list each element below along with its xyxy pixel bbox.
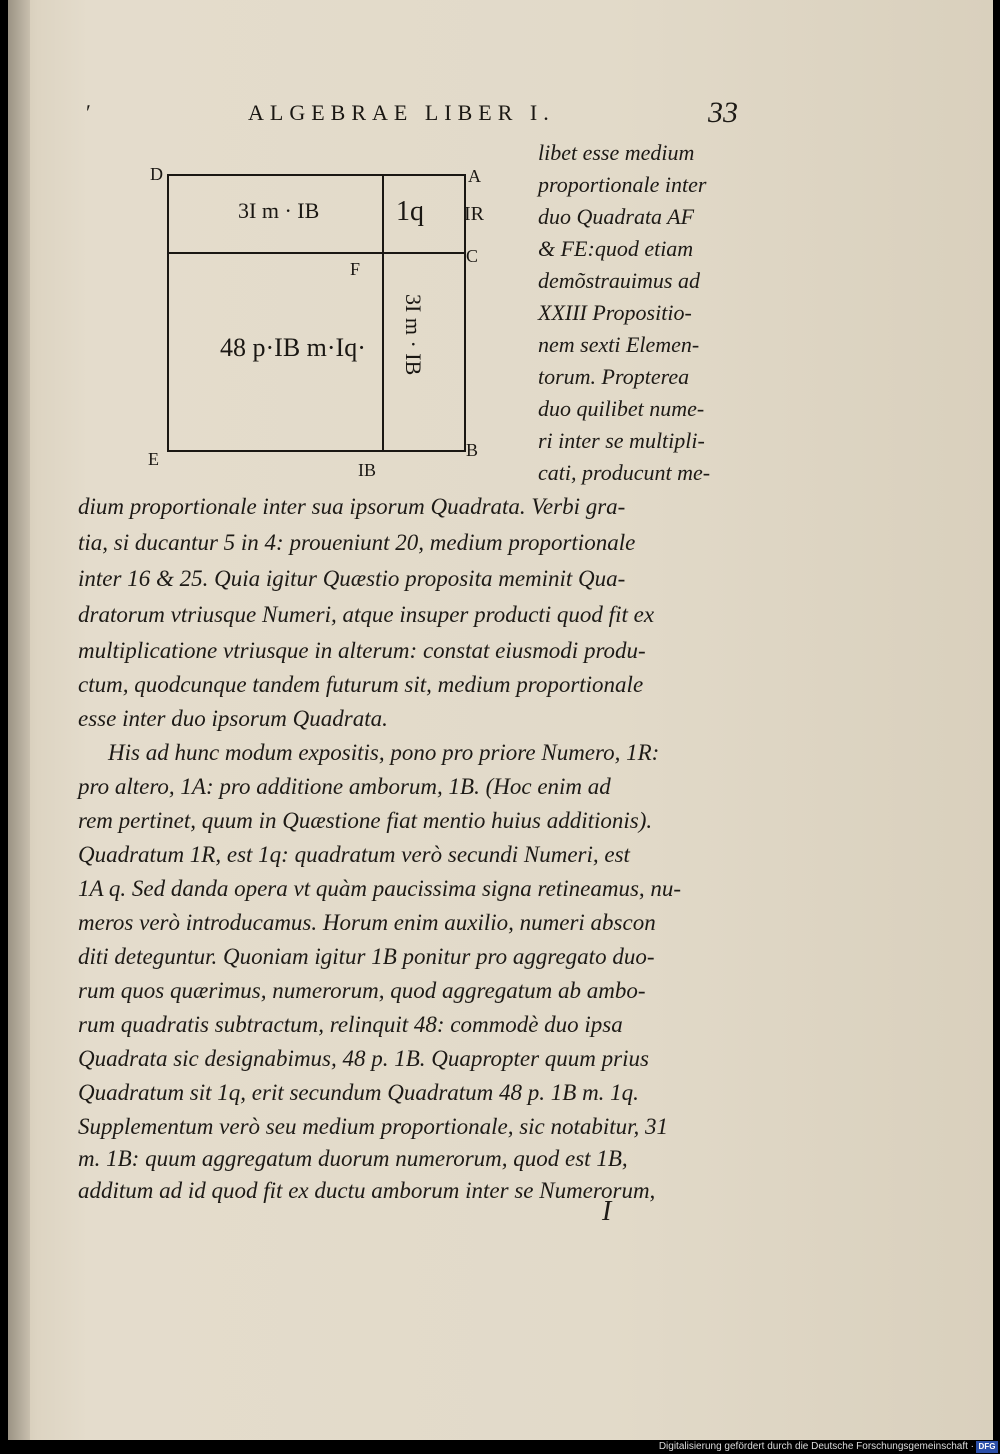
side-line: nem sexti Elemen- [538,332,700,357]
side-line: proportionale inter [538,172,707,197]
footer-credit: Digitalisierung gefördert durch die Deutsche Forschungsgemeinschaft · [658,1441,974,1452]
book-page [8,0,993,1440]
dfg-logo[interactable]: DFG [976,1441,998,1453]
side-line: demõstrauimus ad [538,268,700,293]
body-line: 1A q. Sed danda opera vt quàm paucissima signa retineamus, nu- [78,876,682,901]
margin-mark: ʹ [86,100,91,125]
body-line: inter 16 & 25. Quia igitur Quæstio proposita meminit Qua- [78,566,626,591]
label-a: A [468,166,481,186]
side-line: ri inter se multipli- [538,428,705,453]
body-line: m. 1B: quum aggregatum duorum numerorum, quod est 1B, [78,1146,628,1171]
body-line: dratorum vtriusque Numeri, atque insuper producti quod fit ex [78,602,655,627]
geometric-diagram [138,160,508,480]
label-e: E [148,449,159,469]
body-line: dium proportionale inter sua ipsorum Quadrata. Verbi gra- [78,494,626,519]
label-d: D [150,164,163,184]
body-line: additum ad id quod fit ex ductu amborum inter se Numerorum, [78,1178,656,1203]
body-line: tia, si ducantur 5 in 4: proueniunt 20, medium proportionale [78,530,636,555]
side-line: & FE:quod etiam [538,236,694,261]
side-line: duo Quadrata AF [538,204,695,229]
side-line: cati, producunt me- [538,460,711,485]
cell-top-right: 1q [396,196,424,227]
body-line: rem pertinet, quum in Quæstione fiat mentio huius additionis). [78,808,653,833]
body-line: ctum, quodcunque tandem futurum sit, medium proportionale [78,672,644,697]
cell-right-vertical: 3I m · IB [401,294,426,376]
body-line: esse inter duo ipsorum Quadrata. [78,706,388,731]
label-f: F [350,259,361,279]
cell-top-left: 3I m · IB [238,198,320,223]
side-line: torum. Propterea [538,364,690,389]
side-line: XXIII Propositio- [538,300,692,325]
body-line: Quadratum 1R, est 1q: quadratum verò secundi Numeri, est [78,842,630,867]
body-line: pro altero, 1A: pro additione amborum, 1B. (Hoc enim ad [78,774,611,799]
body-line: rum quadratis subtractum, relinquit 48: commodè duo ipsa [78,1012,623,1037]
page-number: 33 [708,96,738,129]
body-line: multiplicatione vtriusque in alterum: constat eiusmodi produ- [78,638,646,663]
cell-center: 48 p·IB m·Iq· [220,333,366,362]
bottom-label-ib: IB [358,460,376,480]
footer-bar [0,1440,1000,1454]
running-title: ALGEBRAE LIBER I. [248,100,555,125]
label-c: C [466,246,479,266]
body-line: Supplementum verò seu medium proportionale, sic notabitur, 31 [78,1114,669,1139]
body-line: His ad hunc modum expositis, pono pro priore Numero, 1R: [108,740,660,765]
signature-mark: I [602,1196,612,1227]
label-b: B [466,440,479,460]
body-line: Quadrata sic designabimus, 48 p. 1B. Quapropter quum prius [78,1046,649,1071]
side-line: libet esse medium [538,140,695,165]
book-binding-edge [8,0,30,1440]
body-line: Quadratum sit 1q, erit secundum Quadratum 48 p. 1B m. 1q. [78,1080,639,1105]
body-line: meros verò introducamus. Horum enim auxilio, numeri abscon [78,910,656,935]
side-label-ar: IR [464,203,484,225]
side-line: duo quilibet nume- [538,396,705,421]
body-line: rum quos quærimus, numerorum, quod aggregatum ab ambo- [78,978,646,1003]
body-line: diti deteguntur. Quoniam igitur 1B ponitur pro aggregato duo- [78,944,655,969]
